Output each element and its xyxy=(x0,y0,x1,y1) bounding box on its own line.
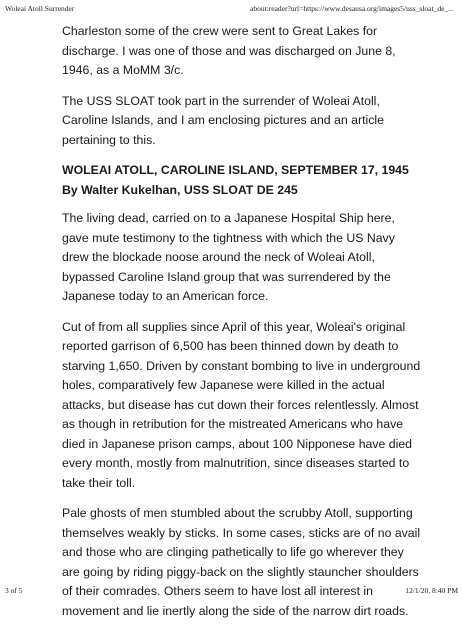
page-title: Woleai Atoll Surrender xyxy=(5,4,75,13)
print-timestamp: 12/1/20, 8:40 PM xyxy=(405,586,458,595)
article-byline: By Walter Kukelhan, USS SLOAT DE 245 xyxy=(62,182,298,197)
article-paragraph: Pale ghosts of men stumbled about the scrubby Atoll, supporting themselves weakly by sticks. In some cases, sticks are of no avail and those who are clinging pathetically to life go wherever they are going by riding piggy-back on the slightly stauncher shoulders of their comrades. Others seem to have lost all interest in movement and lie inertly along the side of the narrow dirt roads. xyxy=(62,506,421,618)
article-paragraph: The living dead, carried on to a Japanese Hospital Ship here, gave mute testimony to the tightness with which the US Navy drew the blockade noose around the neck of Woleai Atoll, bypassed Caroline Island group that was surrendered by the Japanese today to an American force. xyxy=(62,211,395,303)
article-body xyxy=(62,22,422,632)
article-paragraph: The USS SLOAT took part in the surrender of Woleai Atoll, Caroline Islands, and I am enclosing pictures and an article pertaining to this. xyxy=(62,93,384,147)
article-headline: WOLEAI ATOLL, CAROLINE ISLAND, SEPTEMBER 17, 1945 xyxy=(62,163,409,177)
article-paragraph: Cut of from all supplies since April of this year, Woleai's original reported garrison of 6,500 has been thinned down by death to starving 1,650. Driven by constant bombing to live in underground holes, comparatively few Japanese were killed in the actual attacks, but disease has cut down their forces relentlessly. Almost as though in retribution for the mistreated Americans who have died in Japanese prison camps, about 100 Nipponese have died every month, mostly from malnutrition, since diseases started to take their toll. xyxy=(62,319,421,490)
page-number: 3 of 5 xyxy=(5,586,23,595)
article-paragraph: Charleston some of the crew were sent to Great Lakes for discharge. I was one of those and was discharged on June 8, 1946, as a MoMM 3/c. xyxy=(62,24,396,77)
article-heading xyxy=(62,161,422,200)
print-header xyxy=(5,4,458,16)
page-url: about:reader?url=https://www.desausa.org/images5/uss_sloat_de_... xyxy=(250,4,454,13)
print-footer xyxy=(5,583,458,595)
